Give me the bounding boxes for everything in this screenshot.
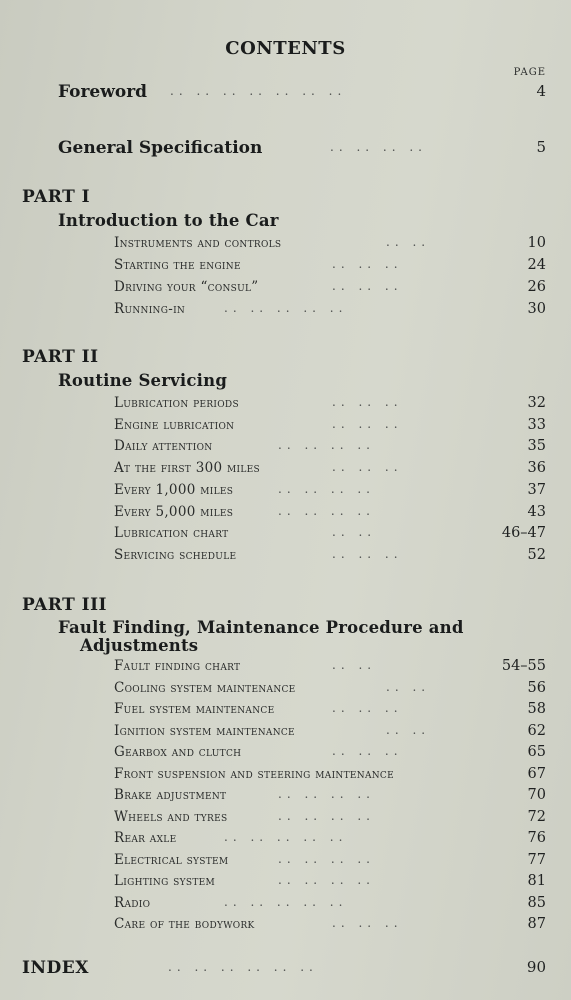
toc-entry (114, 525, 546, 545)
toc-page-number: 58 (527, 701, 546, 717)
toc-entry-general-specification (58, 138, 546, 160)
toc-entry (114, 895, 546, 915)
toc-entry-label: Fault finding chart (114, 658, 241, 674)
leader-dots: .. .. .. .. (278, 503, 375, 518)
part-heading: PART III (22, 595, 107, 615)
leader-dots: .. .. .. .. (330, 140, 427, 154)
toc-entry (114, 723, 546, 743)
toc-page-number: 87 (527, 916, 546, 932)
toc-entry-label: Care of the bodywork (114, 916, 255, 932)
toc-entry-label: Lighting system (114, 873, 216, 889)
toc-page-number: 67 (527, 765, 546, 782)
toc-entry-label: Daily attention (114, 438, 213, 455)
part-heading: PART I (22, 187, 91, 207)
toc-page-number: 36 (527, 460, 546, 477)
toc-entry (114, 438, 546, 458)
toc-entry-label: Gearbox and clutch (114, 744, 242, 760)
toc-entry (114, 744, 546, 764)
toc-entry (114, 547, 546, 567)
toc-page-number: 56 (527, 679, 546, 696)
toc-entry (114, 460, 546, 480)
toc-entry-label: Lubrication periods (114, 395, 239, 411)
toc-page-number: 81 (527, 873, 546, 889)
toc-entry-label: Wheels and tyres (114, 808, 228, 825)
toc-page-number: 70 (527, 787, 546, 803)
toc-entry-label: Driving your “consul” (114, 279, 259, 295)
leader-dots: .. .. .. .. .. (224, 830, 348, 844)
toc-entry-label: Lubrication chart (114, 525, 229, 542)
toc-page-number: 65 (527, 744, 546, 760)
toc-page-number: 33 (527, 416, 546, 433)
toc-page-number: 77 (527, 851, 546, 868)
toc-page-number: 46–47 (501, 525, 546, 542)
toc-entry-label: Every 1,000 miles (114, 481, 234, 498)
leader-dots: .. .. .. .. .. (224, 301, 348, 315)
leader-dots: .. .. .. .. .. .. .. (170, 84, 347, 98)
toc-entry (114, 235, 546, 255)
leader-dots: .. .. .. .. (278, 808, 375, 823)
toc-page-number: 35 (527, 438, 546, 455)
leader-dots: .. .. .. .. (278, 481, 375, 496)
toc-entry-label: General Specification (58, 138, 263, 158)
toc-entry-label: Servicing schedule (114, 546, 237, 563)
leader-dots: .. .. (332, 525, 377, 540)
toc-entry-label: Brake adjustment (114, 787, 227, 803)
page-title: CONTENTS (225, 38, 346, 59)
part-heading: PART II (22, 347, 99, 367)
leader-dots: .. .. .. .. .. (224, 894, 348, 909)
toc-entry-label: Ignition system maintenance (114, 722, 295, 739)
toc-entry (114, 301, 546, 321)
toc-entry (114, 787, 546, 807)
leader-dots: .. .. .. .. .. .. (168, 960, 318, 974)
toc-entry (114, 766, 546, 786)
toc-page-number: 26 (527, 279, 546, 295)
leader-dots: .. .. (332, 658, 377, 672)
leader-dots: .. .. .. (332, 744, 403, 758)
page-column-label: PAGE (513, 67, 546, 78)
toc-page-number: 5 (536, 138, 546, 156)
toc-page-number: 62 (527, 722, 546, 739)
toc-entry (114, 809, 546, 829)
leader-dots: .. .. .. .. (278, 873, 375, 887)
toc-entry (114, 257, 546, 277)
toc-entry (114, 852, 546, 872)
toc-entry (114, 279, 546, 299)
toc-page-number: 54–55 (501, 658, 546, 674)
toc-entry-label: Engine lubrication (114, 416, 235, 433)
toc-entry (114, 701, 546, 721)
toc-entry-label: Every 5,000 miles (114, 503, 234, 520)
toc-entry (114, 482, 546, 502)
leader-dots: .. .. (386, 679, 431, 694)
leader-dots: .. .. (386, 722, 431, 737)
toc-page-number: 90 (526, 958, 546, 976)
leader-dots: .. .. .. .. (278, 438, 375, 453)
toc-entry-label: Front suspension and steering maintenance (114, 765, 394, 782)
toc-entry-label: Starting the engine (114, 257, 241, 273)
section-heading: Routine Servicing (58, 371, 228, 390)
toc-page-number: 37 (527, 481, 546, 498)
toc-entry (114, 680, 546, 700)
toc-entry (114, 658, 546, 678)
leader-dots: .. .. .. (332, 916, 403, 930)
toc-page-number: 32 (527, 395, 546, 411)
leader-dots: .. .. .. (332, 395, 403, 409)
toc-page-number: 4 (536, 82, 546, 100)
toc-entry-index (22, 958, 546, 980)
toc-entry-label: Foreword (58, 82, 148, 102)
toc-entry (114, 504, 546, 524)
toc-entry (114, 830, 546, 850)
leader-dots: .. .. (386, 235, 431, 249)
section-heading: Introduction to the Car (58, 211, 279, 230)
toc-page-number: 76 (527, 830, 546, 846)
toc-entry-label: Electrical system (114, 851, 229, 868)
section-heading-line1: Fault Finding, Maintenance Procedure and (58, 618, 464, 637)
leader-dots: .. .. .. (332, 546, 403, 561)
leader-dots: .. .. .. (332, 279, 403, 293)
toc-page-number: 10 (527, 235, 546, 251)
leader-dots: .. .. .. .. (278, 851, 375, 866)
toc-entry-label: Cooling system maintenance (114, 679, 296, 696)
toc-page-number: 85 (527, 894, 546, 911)
leader-dots: .. .. .. .. (278, 787, 375, 801)
toc-entry-foreword (58, 82, 546, 104)
toc-page-number: 30 (527, 301, 546, 317)
toc-page-number: 24 (527, 257, 546, 273)
leader-dots: .. .. .. (332, 460, 403, 475)
toc-entry (114, 873, 546, 893)
leader-dots: .. .. .. (332, 257, 403, 271)
toc-entry-label: Fuel system maintenance (114, 701, 275, 717)
toc-page-number: 52 (527, 546, 546, 563)
toc-entry-label: Radio (114, 894, 151, 911)
toc-entry-label: Rear axle (114, 830, 177, 846)
toc-entry (114, 395, 546, 415)
toc-entry-label: Running-in (114, 301, 186, 317)
toc-entry-label: INDEX (22, 958, 89, 978)
toc-entry-label: At the first 300 miles (114, 460, 260, 477)
toc-page-number: 43 (527, 503, 546, 520)
toc-page-number: 72 (527, 808, 546, 825)
toc-entry (114, 417, 546, 437)
section-heading-line2: Adjustments (80, 636, 199, 655)
toc-entry-label: Instruments and controls (114, 235, 282, 251)
leader-dots: .. .. .. (332, 416, 403, 431)
leader-dots: .. .. .. (332, 701, 403, 715)
toc-entry (114, 916, 546, 936)
